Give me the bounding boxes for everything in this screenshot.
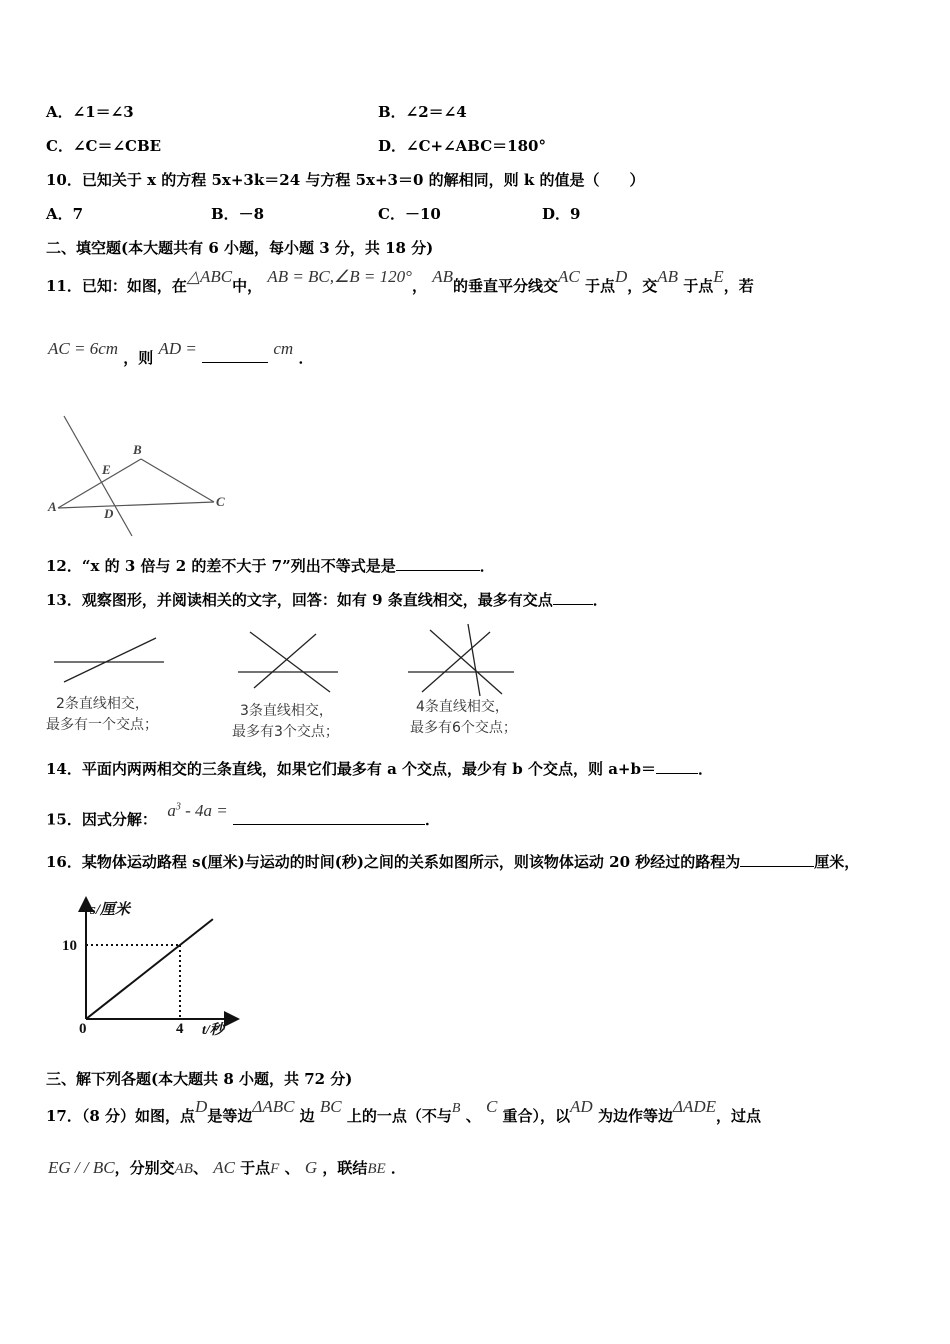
q15-answer-blank[interactable]: [233, 824, 425, 825]
q17-m6: AD: [570, 1097, 593, 1116]
q13-line: [46, 590, 608, 610]
section3-title: 三、解下列各题(本大题共 8 小题，共 72 分): [46, 1070, 353, 1088]
q15-line: [46, 800, 440, 830]
q9-option-a: A．∠1＝∠3: [46, 103, 134, 121]
q17-t10: 、: [192, 1159, 208, 1177]
q17-t13: ，联结: [322, 1159, 368, 1177]
q11-line1: [46, 267, 754, 296]
q16-series-line: [86, 919, 213, 1019]
q11-t10: ．: [298, 349, 314, 367]
q11-m4: AB: [432, 267, 453, 286]
q17-m3: BC: [319, 1097, 342, 1116]
q17-m5: C: [485, 1097, 498, 1116]
q14-end: ．: [697, 760, 713, 778]
q11-m11: cm: [273, 339, 294, 358]
q11-t6: ，交: [627, 277, 658, 295]
q11-answer-blank[interactable]: [202, 362, 268, 363]
q17-t3: 边: [299, 1107, 315, 1125]
q17-t1: 17．（8 分）如图，点: [46, 1107, 196, 1125]
q11-label-a: A: [48, 499, 57, 514]
q11-label-c: C: [216, 494, 225, 509]
q16-chart: [56, 892, 246, 1042]
q15-math-rest: - 4a =: [180, 800, 228, 820]
q17-t14: ．: [390, 1159, 406, 1177]
q17-t6: 重合），以: [502, 1107, 571, 1125]
q12-line: [46, 556, 495, 576]
q11-m7: AB: [657, 267, 679, 286]
q11-t8: ，若: [723, 277, 754, 295]
q16-x-tick-0: 0: [79, 1021, 87, 1037]
q11-t7: 于点: [683, 277, 714, 295]
q11-m10: AD =: [158, 339, 197, 358]
q11-t4: 的垂直平分线交: [452, 277, 558, 295]
q13-caption-3-line1: 4条直线相交，: [416, 699, 509, 715]
q10-stem: 10．已知关于 x 的方程 5x+3k＝24 与方程 5x+3＝0 的解相同，则 k 的值是（ ）: [46, 171, 645, 189]
q15-end: ．: [424, 810, 440, 829]
q16-end: 厘米，: [814, 853, 860, 871]
q9-option-c: C．∠C＝∠CBE: [46, 137, 162, 155]
q17-t11: 于点: [240, 1159, 271, 1177]
q12-end: ．: [479, 557, 495, 575]
q14-line: [46, 759, 713, 779]
q11-m9: AC = 6cm: [48, 339, 119, 358]
q17-m12: G: [304, 1158, 318, 1177]
q11-label-b: B: [133, 442, 142, 457]
q13-caption-2-line2: 最多有3个交点；: [232, 724, 339, 740]
q17-m4: B: [451, 1101, 461, 1116]
q11-t9: ，则: [123, 349, 154, 367]
q16-x-tick-4: 4: [176, 1021, 184, 1037]
q17-t5: 、: [465, 1107, 481, 1125]
q12-text: 12．“x 的 3 倍与 2 的差不大于 7”列出不等式是是: [46, 557, 396, 575]
q11-segment-bc: [141, 459, 214, 502]
q13-caption-2-line1: 3条直线相交，: [240, 703, 333, 719]
q16-x-label: t/秒: [202, 1023, 224, 1038]
q10-option-c: C．－10: [378, 205, 441, 223]
q10-option-b: B．－8: [211, 205, 265, 223]
q17-m7: ΔADE: [672, 1097, 716, 1116]
q11-label-d: D: [104, 506, 114, 521]
q11-t5: 于点: [584, 277, 615, 295]
q13-answer-blank[interactable]: [553, 604, 593, 605]
q13-caption-1-line1: 2条直线相交，: [56, 696, 149, 712]
section2-title: 二、填空题(本大题共有 6 小题，每小题 3 分，共 18 分): [46, 239, 434, 257]
q16-y-tick-10: 10: [62, 938, 77, 954]
q17-line2: [48, 1158, 406, 1179]
q11-m3: ,∠B = 120°: [329, 267, 412, 286]
q16-line: [46, 852, 859, 872]
q17-t4: 上的一点（不与: [346, 1107, 452, 1125]
q11-perpendicular-bisector: [64, 416, 132, 536]
q13-caption-1-line2: 最多有一个交点；: [46, 717, 158, 733]
q13-caption-3-line2: 最多有6个交点；: [410, 720, 517, 736]
q17-line1: [46, 1097, 762, 1128]
q10-option-d: D．9: [542, 205, 581, 223]
q17-t7: 为边作等边: [597, 1107, 673, 1125]
q15-math-exp: 3: [175, 801, 181, 812]
q17-m13: BE: [367, 1161, 386, 1177]
q15-math: [167, 801, 227, 820]
q16-text: 16．某物体运动路程 s(厘米)与运动的时间(秒)之间的关系如图所示，则该物体运动 20 秒经过的路程为: [46, 853, 741, 871]
q14-answer-blank[interactable]: [656, 773, 698, 774]
q11-m1: △ABC: [186, 267, 233, 286]
q13-text: 13．观察图形，并阅读相关的文字，回答：如有 9 条直线相交，最多有交点: [46, 591, 553, 609]
q17-m11: F: [270, 1161, 280, 1177]
q11-m6: D: [614, 267, 628, 286]
q11-segment-ab: [58, 459, 141, 508]
q16-answer-blank[interactable]: [740, 866, 814, 867]
q16-y-label: s/厘米: [90, 902, 131, 918]
q13-figure-3-lines: [232, 626, 352, 696]
q11-line2: [48, 339, 314, 368]
q14-text: 14．平面内两两相交的三条直线，如果它们最多有 a 个交点，最少有 b 个交点，则 a+b＝: [46, 760, 656, 778]
q11-m5: AC: [557, 267, 580, 286]
q11-m2: AB = BC: [267, 267, 330, 286]
q11-figure: [46, 410, 246, 540]
q17-t12: 、: [284, 1159, 300, 1177]
q17-m10: AC: [213, 1158, 235, 1177]
q12-answer-blank[interactable]: [396, 570, 480, 571]
q9-option-d: D．∠C+∠ABC＝180°: [378, 137, 546, 155]
q11-t1: 11．已知：如图，在: [46, 277, 187, 295]
q10-option-a: A．7: [46, 205, 84, 223]
q11-label-e: E: [102, 462, 111, 477]
q17-m9: AB: [174, 1161, 193, 1177]
q11-segment-ac: [58, 502, 214, 508]
q17-t9: ，分别交: [114, 1159, 175, 1177]
q17-t2: 是等边: [207, 1107, 253, 1125]
q11-t2: 中，: [232, 277, 263, 295]
q11-t3: ，: [411, 277, 427, 295]
q13-figure-4-lines: [402, 622, 522, 698]
q15-text: 15．因式分解：: [46, 810, 157, 829]
q17-m2: ΔABC: [252, 1097, 295, 1116]
q13-figure-2-lines: [46, 626, 176, 688]
q13-end: ．: [592, 591, 608, 609]
q17-t8: ，过点: [716, 1107, 762, 1125]
q15-math-base: a: [167, 800, 176, 820]
q9-option-b: B．∠2＝∠4: [378, 103, 467, 121]
q17-m8: EG / / BC: [48, 1158, 115, 1177]
q17-m1: D: [195, 1097, 208, 1116]
q11-m8: E: [713, 267, 724, 286]
